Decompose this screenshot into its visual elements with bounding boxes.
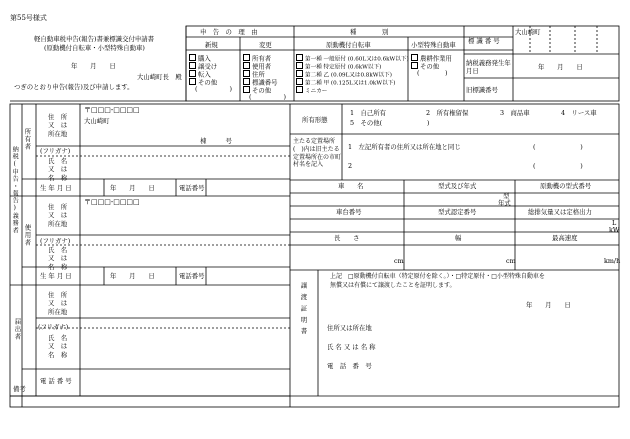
owner-phone-field[interactable] [207, 180, 289, 195]
form-title: 軽自動車税申告(報告)書兼標識交付申請書 [34, 35, 155, 43]
reason-new-header: 新規 [205, 41, 218, 49]
length-unit: cm [394, 257, 404, 265]
checkbox-address-change[interactable]: 住所 [243, 70, 265, 78]
checkbox-transfer-in[interactable]: 譲受け [189, 62, 217, 70]
vehicle-name-label: 車 名 [338, 182, 364, 190]
submitter-address-field[interactable] [82, 287, 288, 317]
user-dob-value[interactable]: 年 月 日 [110, 272, 155, 280]
transfer-cert-side-label: 譲渡証明書 [299, 282, 308, 339]
special-other-paren: ( ) [417, 69, 448, 77]
new-other-paren: ( ) [195, 85, 232, 93]
transfer-date[interactable]: 年 月 日 [526, 301, 571, 309]
moped-header: 原動機付自転車 [326, 41, 371, 49]
checkbox-minicar[interactable]: ミニカー [296, 86, 327, 95]
storage-paren-2: ( ) [533, 162, 583, 170]
model-unit: 型 [503, 192, 510, 200]
transfer-text-line1: 上記 □原動機付自転車（特定原付を除く。）・□特定原付・□小型特殊自動車を [330, 273, 545, 280]
submitter-furigana-label: (フリガナ) [38, 323, 69, 331]
storage-option-same[interactable]: 1 左記所有者の住所又は所在地と同じ [348, 143, 461, 151]
checkbox-class2-a[interactable]: 第二種 甲 (0.125L又は1.0kW以下) [296, 78, 395, 87]
displacement-label: 総排気量又は定格出力 [528, 208, 592, 216]
checkbox-new-other[interactable]: その他 [189, 78, 217, 86]
checkbox-special-other[interactable]: その他 [411, 62, 439, 70]
remarks-label: 備考 [13, 385, 26, 393]
remarks-field[interactable] [24, 397, 618, 406]
owner-furigana-label: (フリガナ) [40, 147, 71, 155]
application-date: 年 月 日 [71, 62, 116, 70]
transfer-text-line2: 無償又は有償にて譲渡したことを証明します。 [330, 282, 456, 289]
storage-paren-1: ( ) [533, 143, 583, 151]
plate-town: 大山崎町 [515, 28, 541, 36]
user-address-field[interactable] [82, 208, 288, 234]
checkbox-purchase[interactable]: 購入 [189, 54, 211, 62]
owner-address-field[interactable] [82, 116, 288, 144]
submitter-address-label: 住 所 又 は 所在地 [48, 291, 68, 316]
vehicle-name-field[interactable] [292, 194, 402, 205]
storage-label: 主たる定置場所( )内は旧主たる定置場所在の市町村名を記入 [293, 138, 342, 169]
ownership-dealer[interactable]: 3 商品車 [500, 109, 530, 117]
transfer-address-label: 住所又は所在地 [327, 324, 372, 332]
user-postal[interactable]: 〒□□□-□□□□ [84, 198, 140, 206]
addressee: 大山崎町長 殿 [137, 73, 182, 81]
checkbox-owner-change[interactable]: 所有者 [243, 54, 271, 62]
tax-start-label: 納税義務発生年月日 [466, 59, 511, 75]
form-subtitle: (原動機付自転車・小型特殊自動車) [44, 44, 145, 52]
max-speed-label: 最高速度 [552, 234, 578, 242]
owner-phone-label: 電話番号 [179, 184, 205, 192]
submitter-name-field[interactable] [82, 320, 288, 368]
taxpayer-side-label: 納税(申告・報告)義務者 [11, 146, 19, 234]
special-vehicle-header: 小型特殊自動車 [411, 41, 456, 49]
disp-unit-kw: kW [609, 226, 620, 234]
intro-text: つぎのとおり申告(報告)及び申請します。 [14, 83, 134, 91]
tax-start-date[interactable]: 年 月 日 [538, 63, 583, 71]
type-header: 種 別 [350, 28, 389, 36]
ownership-lease[interactable]: 4 リース車 [561, 109, 597, 117]
length-field[interactable] [292, 246, 390, 268]
frame-number-label: 車台番号 [336, 208, 362, 216]
cert-number-label: 型式認定番号 [438, 208, 477, 216]
plate-number-field[interactable] [514, 38, 618, 53]
owner-postal[interactable]: 〒□□□-□□□□ [84, 106, 140, 114]
checkbox-plate-change[interactable]: 標識番号 [243, 78, 278, 86]
model-label: 型式及び年式 [438, 182, 477, 190]
plate-number-label: 標 識 番 号 [468, 37, 500, 45]
checkbox-change-other[interactable]: その他 [243, 86, 271, 94]
ownership-other[interactable]: 5 その他( ) [350, 119, 430, 127]
user-side-label: 使用者 [23, 224, 32, 247]
ownership-retained[interactable]: 2 所有権留保 [426, 109, 469, 117]
form-number: 第55号様式 [10, 14, 47, 22]
disp-unit-l: L [612, 219, 617, 227]
speed-field[interactable] [517, 246, 602, 268]
change-other-paren: ( ) [249, 93, 286, 101]
checkbox-user-change[interactable]: 使用者 [243, 62, 271, 70]
user-name-label: 氏 名 又 は 名 称 [48, 246, 68, 271]
frame-number-field[interactable] [292, 220, 402, 231]
storage-option-other[interactable]: 2 [348, 162, 353, 170]
checkbox-move-in[interactable]: 転入 [189, 70, 211, 78]
speed-unit: km/h [604, 257, 621, 265]
user-dob-label: 生 年 月 日 [40, 272, 72, 280]
checkbox-class1-general[interactable]: 第一種 一般原付 (0.60L又は0.6kW以下) [296, 54, 409, 63]
submitter-phone-label: 電 話 番 号 [40, 377, 72, 385]
owner-dob-value[interactable]: 年 月 日 [110, 184, 155, 192]
owner-dob-label: 生 年 月 日 [40, 184, 72, 192]
owner-block-number: 棟 号 [200, 137, 232, 145]
year-unit: 年式 [498, 199, 511, 207]
user-phone-field[interactable] [207, 268, 289, 284]
submitter-phone-field[interactable] [82, 371, 288, 395]
ownership-label: 所有形態 [302, 116, 328, 124]
user-address-label: 住 所 又 は 所在地 [48, 203, 68, 228]
engine-number-field[interactable] [517, 194, 617, 205]
submitter-name-label: 氏 名 又 は 名 称 [48, 334, 68, 359]
user-furigana-label: (フリガナ) [40, 237, 71, 245]
user-name-field[interactable] [82, 236, 288, 266]
owner-name-label: 氏 名 又 は 名 称 [48, 157, 68, 182]
owner-town: 大山崎町 [84, 117, 110, 125]
width-field[interactable] [406, 246, 504, 268]
owner-address-label: 住 所 又 は 所在地 [48, 113, 68, 138]
model-field[interactable] [406, 194, 496, 205]
transfer-address-field[interactable] [380, 320, 616, 335]
owner-side-label: 所有者 [23, 128, 32, 151]
reason-change-header: 変更 [259, 41, 272, 49]
checkbox-farming[interactable]: 農耕作業用 [411, 54, 452, 62]
cert-number-field[interactable] [406, 220, 513, 231]
engine-number-label: 原動機の型式番号 [540, 182, 592, 190]
ownership-own[interactable]: 1 自己所有 [350, 109, 387, 117]
reason-header: 申 告 の 理 由 [200, 28, 258, 36]
checkbox-class1-special[interactable]: 第一種 特定原付 (0.6kW以下) [296, 62, 381, 71]
user-phone-label: 電話番号 [179, 272, 205, 280]
width-label: 幅 [455, 234, 462, 242]
checkbox-class2-b[interactable]: 第二種 乙 (0.09L又は0.8kW以下) [296, 70, 392, 79]
width-unit: cm [506, 257, 516, 265]
transfer-name-field[interactable] [380, 339, 616, 354]
old-plate-field[interactable] [514, 79, 618, 100]
transfer-phone-label: 電 話 番 号 [327, 362, 372, 370]
transfer-phone-field[interactable] [380, 358, 616, 373]
length-label: 長 さ [334, 234, 360, 242]
transfer-name-label: 氏 名 又 は 名 称 [327, 343, 376, 351]
old-plate-label: 旧標識番号 [466, 86, 498, 94]
owner-name-field[interactable] [82, 147, 288, 178]
submitter-side-label: 届出者 [13, 318, 22, 341]
